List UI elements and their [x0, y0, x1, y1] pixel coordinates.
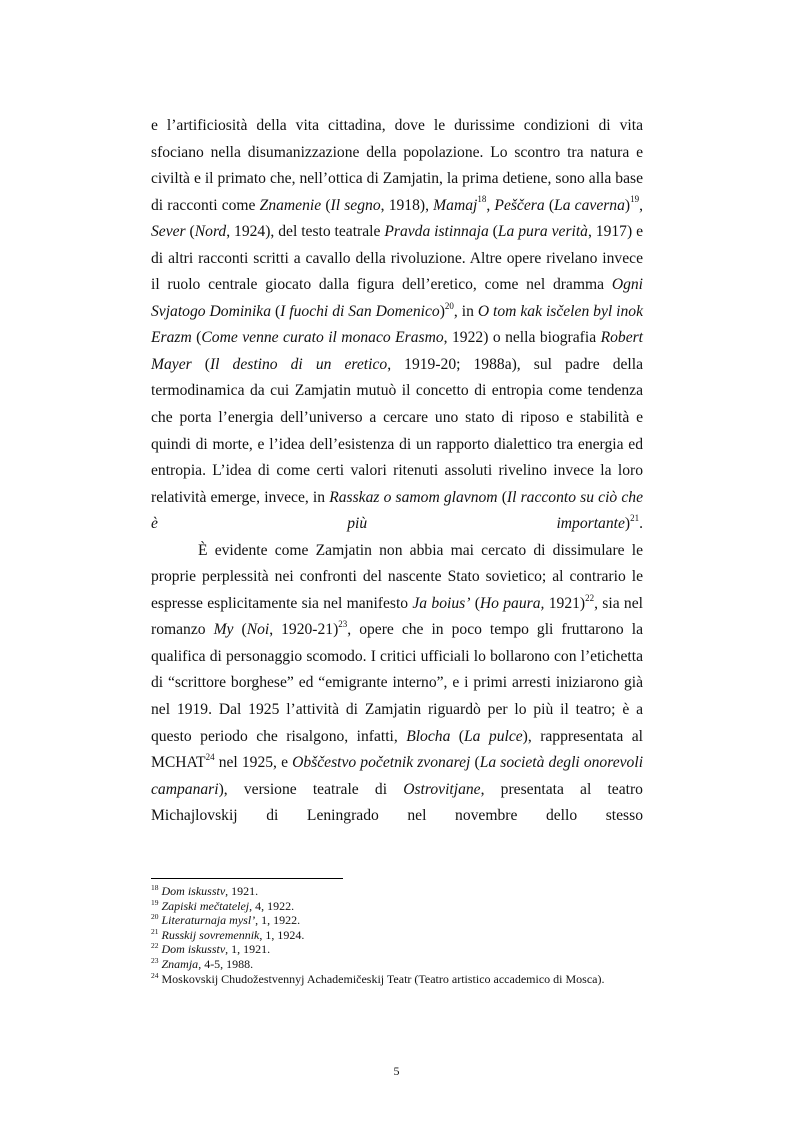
footnote	[151, 899, 643, 914]
footnote-title: Dom iskusstv	[161, 942, 226, 957]
italic-title: Robert Mayer	[151, 329, 644, 373]
footnote-number: 23	[151, 955, 159, 965]
text-run: 1921)	[544, 594, 586, 612]
footnote-separator	[151, 878, 343, 879]
footnote-number: 19	[151, 897, 159, 907]
italic-title: Pravda istinnaja	[384, 223, 489, 241]
footnote-title: Zapiski mečtatelej	[161, 898, 250, 913]
text-run: (	[544, 196, 555, 214]
italic-title: Il destino di un eretico	[209, 355, 388, 373]
italic-title: Rasskaz o samom glavnom	[329, 488, 498, 506]
text-run: (	[321, 196, 331, 214]
text-run: (	[488, 223, 498, 241]
italic-title: Come venne curato il monaco Erasmo	[201, 329, 444, 347]
text-run: (	[233, 621, 247, 639]
italic-title: Obščestvo početnik zvonarej	[292, 754, 471, 772]
text-run: , 1920-21)	[269, 621, 339, 639]
text-run: , opere che in poco tempo gli fruttarono la qualifica di personaggio scomodo. I critici ufficiali lo bollarono con l’etichetta di “scrittore borghese” ed “emigrante interno”, e i primi arresti iniziarono già nel 1919. Dal 1925 l’attività di Zamjatin riguardò per lo più il teatro; è a questo periodo che risalgono, infatti,	[151, 621, 643, 745]
text-run: , 1922) o nella biografia	[443, 329, 601, 347]
italic-title: Sever	[151, 223, 186, 241]
footnotes	[151, 884, 643, 986]
footnote	[151, 972, 643, 987]
footnote-number: 24	[151, 970, 159, 980]
text-run: (	[185, 223, 195, 241]
text-run: )	[624, 515, 631, 533]
text-run: ), rappresentata al MCHAT	[151, 727, 643, 772]
footnote-rest: , 1, 1921.	[225, 942, 271, 957]
italic-title: Il segno	[330, 196, 381, 214]
footnote-ref: 21	[630, 513, 640, 524]
italic-title: La società degli onorevoli campanari	[151, 754, 644, 798]
text-run: ,	[486, 196, 495, 214]
footnote-ref: 24	[205, 751, 215, 762]
text-run: (	[470, 754, 480, 772]
footnote-rest: , 1, 1924.	[259, 927, 305, 942]
page-number: 5	[393, 1064, 400, 1078]
italic-title: La pulce	[464, 727, 523, 745]
footnote	[151, 913, 643, 928]
text-run: , presentata al teatro Michajlovskij di Leningrado nel novembre dello stesso	[151, 780, 643, 825]
italic-title: Ja boius’	[412, 594, 471, 612]
italic-title: Ostrovitjane	[403, 780, 481, 798]
footnote-title: Dom iskusstv	[161, 884, 226, 898]
footnote-ref: 23	[338, 619, 348, 630]
footnote-ref: 19	[630, 194, 640, 205]
text-run: )	[439, 302, 445, 320]
footnote	[151, 942, 643, 957]
italic-title: Noi	[246, 621, 270, 639]
footnote-title: Russkij sovremennik	[161, 927, 260, 942]
italic-title: Nord	[194, 223, 227, 241]
italic-title: Mamaj	[433, 196, 478, 214]
text-run: , in	[453, 302, 478, 320]
text-run: È evidente come Zamjatin non abbia mai cercato di dissimulare le proprie perplessità nei confronti del nascente Stato sovietico; al contrario le espresse esplicitamente sia nel manifesto	[151, 541, 643, 612]
text-run: )	[624, 196, 631, 214]
italic-title: I fuochi di San Domenico	[280, 302, 440, 320]
footnote-ref: 20	[444, 300, 454, 311]
footnote	[151, 884, 643, 899]
text-run: , sia nel romanzo	[151, 594, 643, 639]
text-run: , 1917) e di altri racconti scritti a cavallo della rivoluzione. Altre opere rivelano invece il ruolo centrale giocato dalla figura dell’eretico, come nel dramma	[151, 223, 644, 294]
italic-title: Ogni Svjatogo Dominika	[151, 276, 643, 320]
body-text	[151, 113, 643, 830]
footnote-title: Znamja	[161, 956, 199, 971]
footnote-rest: , 4-5, 1988.	[198, 956, 254, 971]
text-run: (	[191, 329, 202, 347]
text-run: ,	[639, 196, 644, 214]
footnote-number: 22	[151, 941, 159, 951]
text-run: ), versione teatrale di	[218, 780, 404, 798]
footnote	[151, 957, 643, 972]
text-run: (	[450, 727, 464, 745]
footnote-rest: , 1, 1922.	[255, 913, 301, 928]
text-run: (	[271, 302, 281, 320]
italic-title: My	[213, 621, 234, 639]
footnote-rest: , 4, 1922.	[249, 898, 295, 913]
footnote-ref: 18	[477, 194, 487, 205]
paragraph-1	[151, 113, 643, 538]
footnote-ref: 22	[585, 592, 595, 603]
paragraph-2	[151, 538, 643, 830]
footnote-rest: Moskovskij Chudožestvennyj Achademičeskij Teatr (Teatro artistico accademico di Mosca).	[158, 971, 605, 986]
text-run: (	[470, 594, 480, 612]
italic-title: Il racconto su ciò che è più importante	[151, 488, 643, 533]
footnote	[151, 928, 643, 943]
text-run: , 1918),	[380, 196, 434, 214]
italic-title: La pura verità	[497, 223, 588, 241]
text-run: e l’artificiosità della vita cittadina, dove le durissime condizioni di vita sfociano nella disumanizzazione della popolazione. Lo scontro tra natura e civiltà e il primato che, nell’ottica di Zamjatin, la prima detiene, sono alla base di racconti come	[151, 117, 643, 214]
italic-title: Peščera	[494, 196, 545, 214]
footnote-title: Literaturnaja mysl’	[161, 913, 256, 928]
footnote-number: 20	[151, 912, 159, 922]
italic-title: Znamenie	[259, 196, 322, 214]
footnote-number: 18	[151, 883, 159, 892]
italic-title: Ho paura,	[479, 594, 545, 612]
footnote-number: 21	[151, 926, 159, 936]
text-run: (	[497, 488, 507, 506]
italic-title: La caverna	[554, 196, 625, 214]
italic-title: O tom kak isčelen byl inok Erazm	[151, 302, 644, 347]
text-run: nel 1925, e	[214, 754, 293, 772]
text-run: , 1919-20; 1988a), sul padre della termodinamica da cui Zamjatin mutuò il concetto di entropia come tendenza che porta l’energia dell’universo a cercare uno stato di riposo e stabilità e quindi di morte, e l’idea dell’esistenza di un rapporto dialettico tra energia ed entropia. L’idea di come certi valori ritenuti assoluti rivelino invece la loro relatività emerge, invece, in	[151, 355, 643, 506]
text-run: , 1924), del testo teatrale	[226, 223, 385, 241]
text-run: (	[191, 355, 210, 373]
text-run: .	[639, 515, 643, 533]
italic-title: Blocha	[406, 727, 451, 745]
footnote-rest: , 1921.	[225, 884, 259, 898]
